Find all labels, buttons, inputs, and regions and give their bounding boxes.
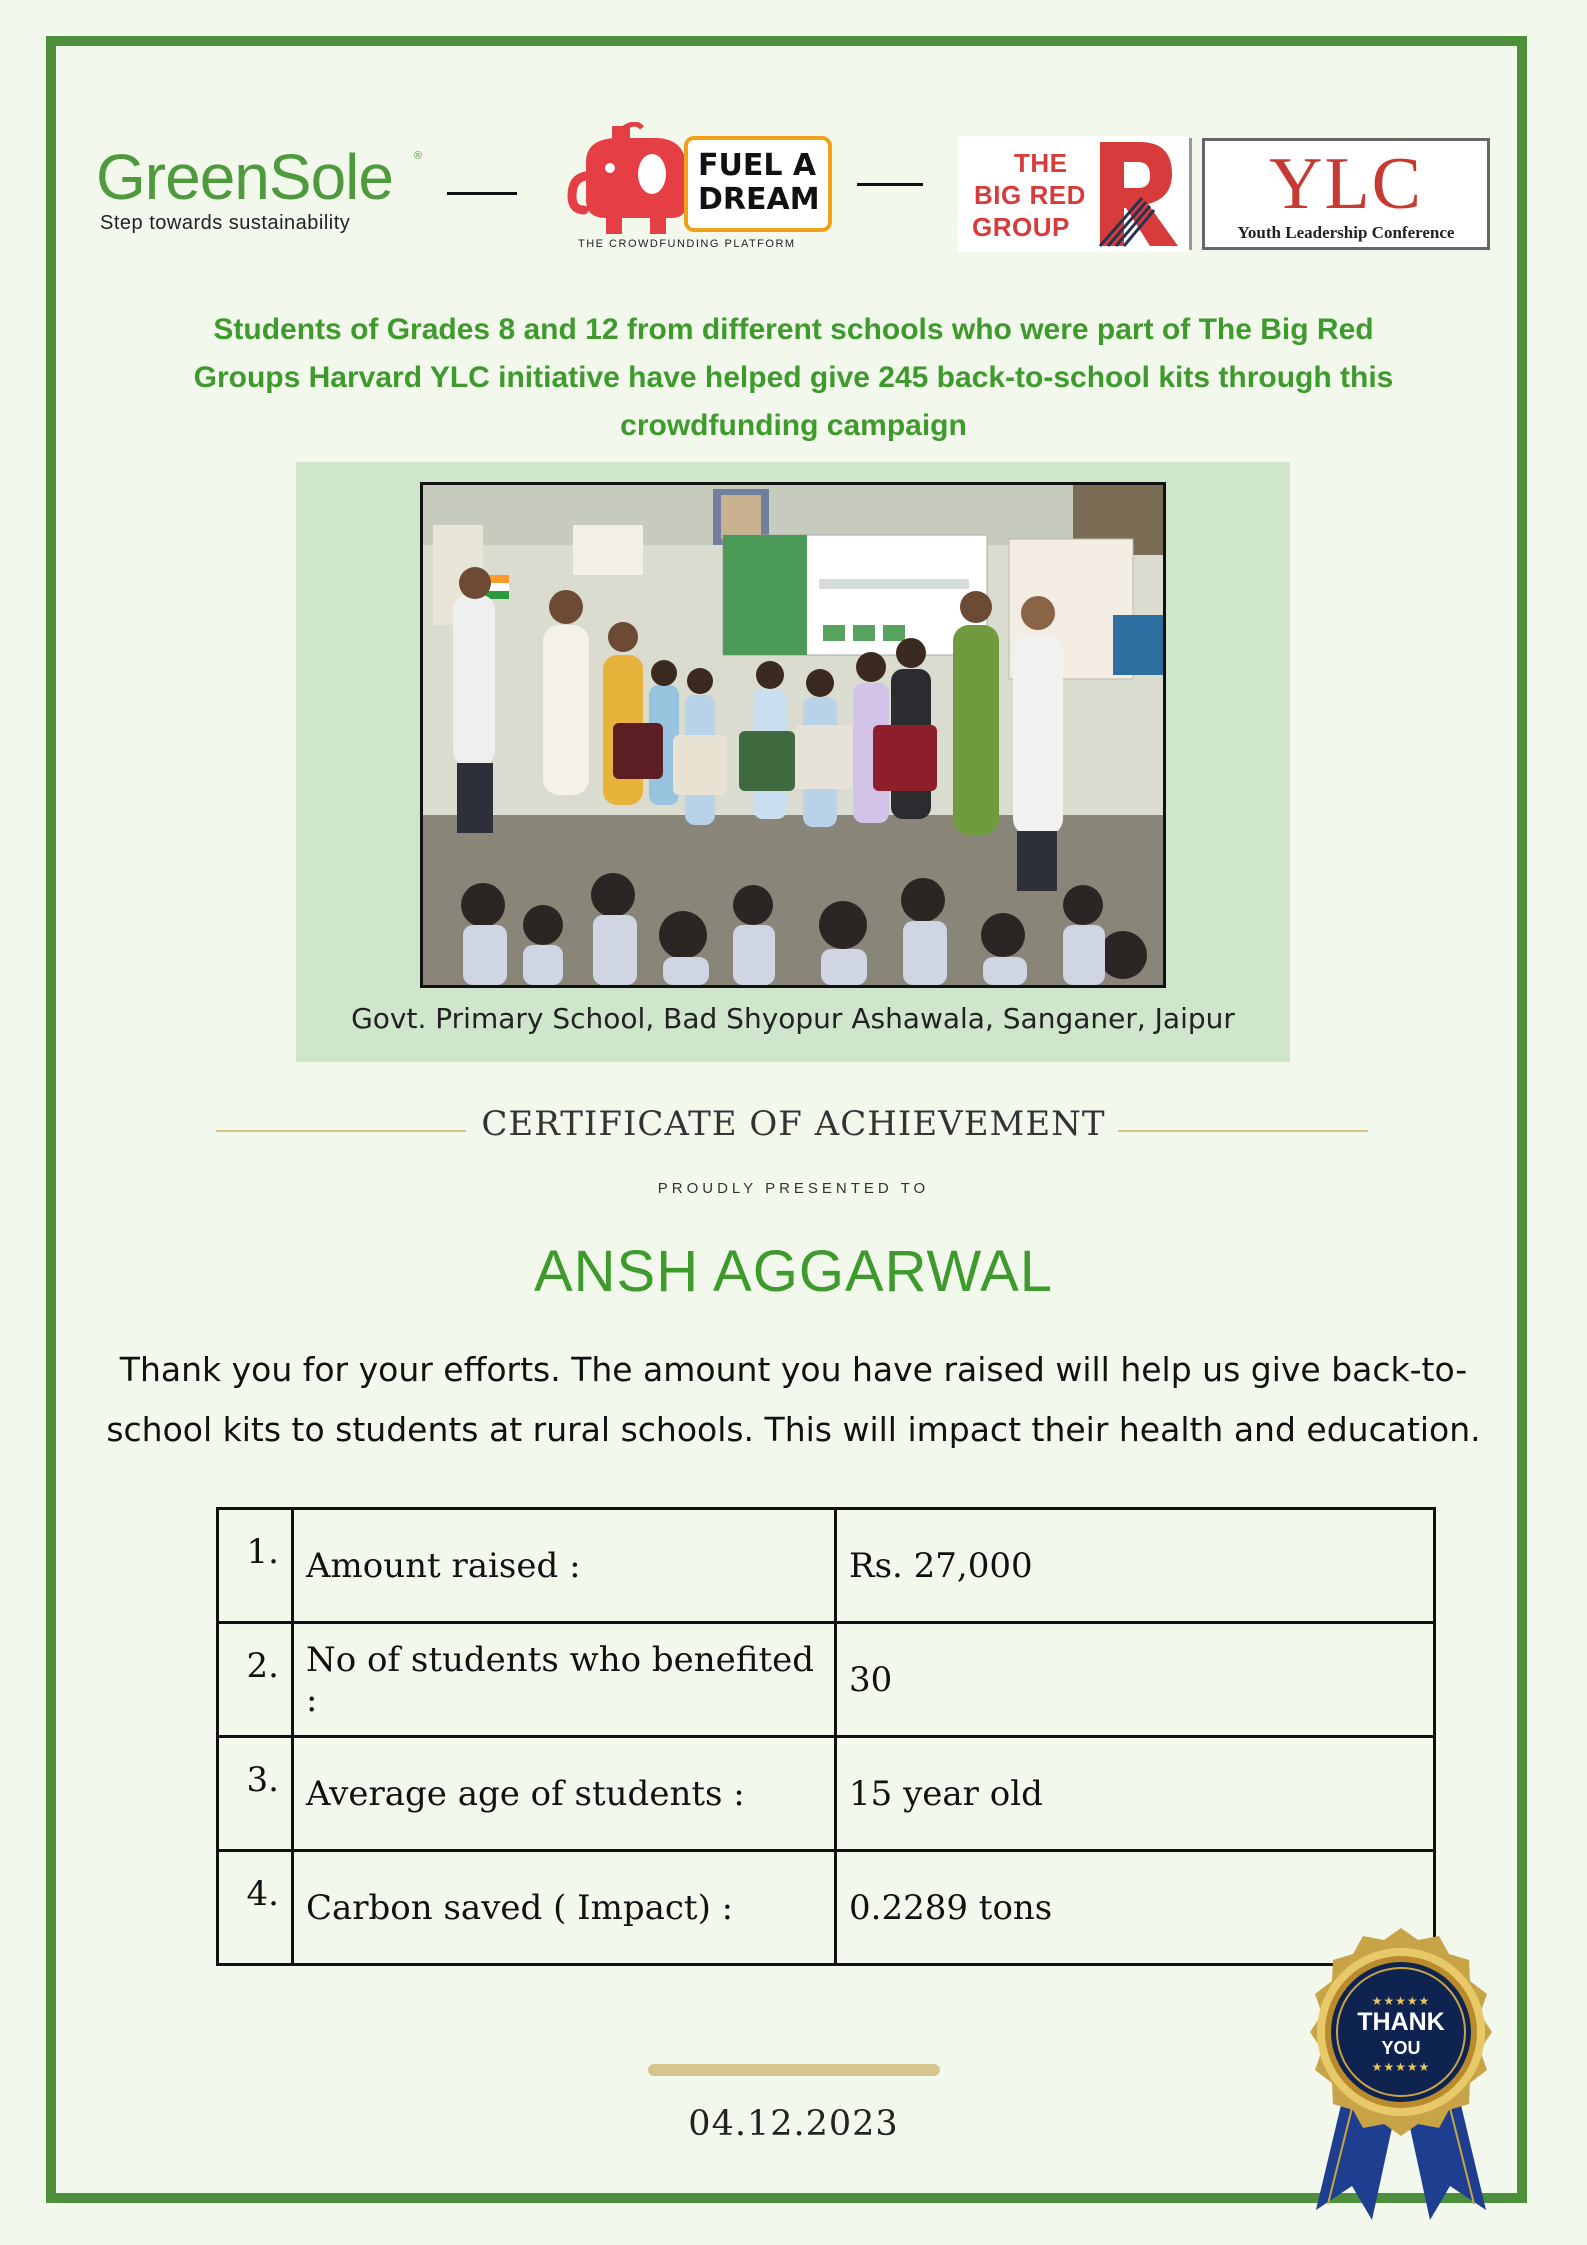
row-label: Carbon saved ( Impact) : (293, 1851, 836, 1965)
greensole-tagline: Step towards sustainability (100, 212, 351, 234)
big-red-group-line2: BIG RED (974, 180, 1086, 210)
ylc-full-name: Youth Leadership Conference (1237, 223, 1455, 242)
row-number: 4. (218, 1851, 293, 1965)
row-value: 15 year old (836, 1737, 1435, 1851)
table-row (218, 1509, 1435, 1623)
signature-line (648, 2064, 940, 2076)
seal-stars-top: ★★★★★ (1371, 1994, 1431, 2008)
photo-caption: Govt. Primary School, Bad Shyopur Ashawala, Sanganer, Jaipur (351, 1002, 1235, 1035)
fuel-a-dream-tagline: THE CROWDFUNDING PLATFORM (578, 238, 796, 250)
table-row (218, 1623, 1435, 1737)
big-red-group-line3: GROUP (972, 212, 1070, 242)
logo-dash-separator (447, 192, 517, 195)
certificate-title: CERTIFICATE OF ACHIEVEMENT (481, 1104, 1106, 1144)
school-photo (420, 482, 1166, 988)
seal-badge-icon (1294, 1924, 1508, 2224)
fuel-a-dream-logo (566, 122, 838, 257)
big-red-group-line1: THE (1014, 148, 1068, 178)
table-row (218, 1737, 1435, 1851)
big-red-group-logo (958, 136, 1190, 252)
row-label: Average age of students : (293, 1737, 836, 1851)
impact-table (216, 1507, 1436, 1966)
row-number: 3. (218, 1737, 293, 1851)
intro-line-2: Groups Harvard YLC initiative have helped give 245 back-to-school kits through this (193, 361, 1394, 394)
row-number: 2. (218, 1623, 293, 1737)
thank-you-message (86, 1340, 1501, 1460)
registered-mark: ® (414, 150, 423, 162)
row-value: 30 (836, 1623, 1435, 1737)
ylc-logo (1202, 138, 1490, 250)
row-value: Rs. 27,000 (836, 1509, 1435, 1623)
row-label: Amount raised : (293, 1509, 836, 1623)
table-row (218, 1851, 1435, 1965)
row-number: 1. (218, 1509, 293, 1623)
row-label: No of students who benefited : (293, 1623, 836, 1737)
logo-dash-separator (857, 183, 923, 186)
fuel-a-dream-line2: DREAM (698, 182, 820, 217)
big-red-r-icon (1094, 138, 1182, 250)
photo-panel (296, 462, 1290, 1062)
presented-to-label: PROUDLY PRESENTED TO (657, 1180, 930, 1197)
certificate-date: 04.12.2023 (688, 2104, 899, 2144)
thank-you-line-2: school kits to students at rural schools. This will impact their health and education. (106, 1410, 1481, 1449)
thank-you-line-1: Thank you for your efforts. The amount you have raised will help us give back-to- (119, 1350, 1468, 1389)
classroom-photo-illustration (423, 485, 1163, 985)
greensole-logo (96, 140, 436, 240)
greensole-wordmark: GreenSole (96, 141, 393, 213)
intro-line-1: Students of Grades 8 and 12 from different schools who were part of The Big Red (213, 313, 1374, 346)
elephant-icon (566, 122, 696, 242)
row-value: 0.2289 tons (836, 1851, 1435, 1965)
recipient-name: ANSH AGGARWAL (533, 1239, 1054, 1304)
seal-stars-bottom: ★★★★★ (1371, 2060, 1431, 2074)
logo-divider (1189, 138, 1192, 250)
fuel-a-dream-wordmark (684, 136, 832, 232)
seal-text-line1: THANK (1357, 2008, 1445, 2036)
intro-line-3: crowdfunding campaign (620, 409, 967, 442)
fuel-a-dream-line1: FUEL A (698, 148, 817, 183)
ylc-acronym: YLC (1269, 143, 1423, 225)
seal-text-line2: YOU (1381, 2038, 1421, 2058)
thank-you-seal (1294, 1924, 1508, 2224)
intro-text (90, 306, 1497, 450)
